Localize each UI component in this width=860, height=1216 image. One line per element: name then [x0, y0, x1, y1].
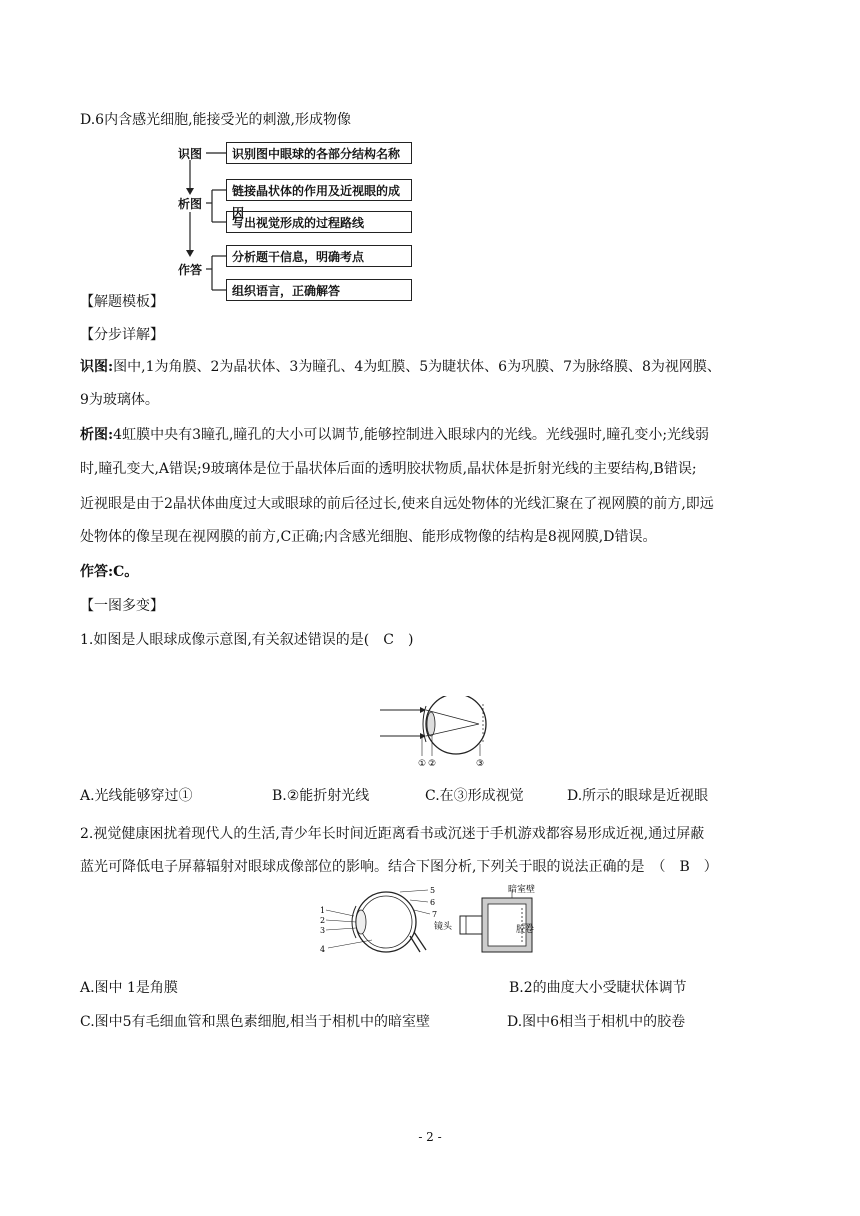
template-heading: 【解题模板】	[80, 294, 164, 310]
eye-num-5: 5	[430, 886, 436, 895]
eye-num-1: 1	[320, 906, 326, 915]
option-d-line: D.6内含感光细胞,能接受光的刺激,形成物像	[80, 112, 351, 128]
q2-option-d: D.图中6相当于相机中的胶卷	[507, 1014, 686, 1030]
solution-flowchart	[160, 138, 420, 308]
question-2-line-1: 2.视觉健康困扰着现代人的生活,青少年长时间近距离看书或沉迷于手机游戏都容易形成近视,通过屏蔽	[80, 826, 705, 842]
shitu-label: 识图:	[80, 359, 114, 375]
answer-line: 作答:C。	[80, 564, 139, 580]
q2-option-c: C.图中5有毛细血管和黑色素细胞,相当于相机中的暗室壁	[80, 1014, 431, 1030]
q2-option-b: B.2的曲度大小受睫状体调节	[509, 980, 687, 996]
flow-label-identify: 识图	[178, 147, 203, 161]
flow-box-2: 链接晶状体的作用及近视眼的成因	[226, 179, 412, 201]
q1-option-b: B.②能折射光线	[272, 788, 370, 804]
question-2-line-2: 蓝光可降低电子屏幕辐射对眼球成像部位的影响。结合下图分析,下列关于眼的说法正确的是 （ B ）	[80, 859, 718, 875]
xitu-line-1	[80, 425, 709, 445]
xitu-line-3: 近视眼是由于2晶状体曲度过大或眼球的前后径过长,使来自远处物体的光线汇聚在了视网膜的前方,即远	[80, 496, 714, 512]
xitu-label: 析图:	[80, 427, 114, 443]
camera-film-label: 胶卷	[516, 925, 535, 935]
figure-mark-1: ①	[418, 759, 427, 768]
flow-label-answer: 作答	[178, 263, 203, 277]
shitu-text: 图中,1为角膜、2为晶状体、3为瞳孔、4为虹膜、5为睫状体、6为巩膜、7为脉络膜、8为视网膜、	[113, 359, 721, 375]
shitu-line-2: 9为玻璃体。	[80, 392, 159, 408]
question-1: 1.如图是人眼球成像示意图,有关叙述错误的是( C )	[80, 632, 414, 648]
eye-num-2: 2	[320, 916, 326, 925]
variants-heading: 【一图多变】	[80, 598, 164, 614]
eye-num-3: 3	[320, 926, 326, 935]
q1-option-a: A.光线能够穿过①	[80, 788, 193, 804]
camera-wall-label: 暗室壁	[508, 885, 536, 895]
figure-mark-2: ②	[428, 759, 437, 768]
q2-option-a: A.图中 1是角膜	[80, 980, 178, 996]
eye-num-4: 4	[320, 945, 326, 954]
xitu-line-2: 时,瞳孔变大,A错误;9玻璃体是位于晶状体后面的透明胶状物质,晶状体是折射光线的主要结构,B错误;	[80, 461, 697, 477]
steps-heading: 【分步详解】	[80, 327, 164, 343]
eye-imaging-figure	[378, 696, 498, 768]
q1-option-c: C.在③形成视觉	[425, 788, 524, 804]
q1-option-d: D.所示的眼球是近视眼	[567, 788, 709, 804]
camera-lens-label: 镜头	[434, 922, 453, 932]
xitu-text: 4虹膜中央有3瞳孔,瞳孔的大小可以调节,能够控制进入眼球内的光线。光线强时,瞳孔变小;光线弱	[113, 427, 710, 443]
flow-box-3: 写出视觉形成的过程路线	[226, 211, 412, 233]
xitu-line-4: 处物体的像呈现在视网膜的前方,C正确;内含感光细胞、能形成物像的结构是8视网膜,D错误。	[80, 529, 657, 545]
figure-mark-3: ③	[476, 759, 485, 768]
flow-box-5: 组织语言，正确解答	[226, 279, 412, 301]
eye-num-6: 6	[430, 898, 436, 907]
eye-num-7: 7	[432, 910, 438, 919]
shitu-line-1	[80, 357, 721, 377]
eye-camera-figure	[316, 884, 552, 964]
flow-box-4: 分析题干信息，明确考点	[226, 245, 412, 267]
flow-box-1: 识别图中眼球的各部分结构名称	[226, 142, 412, 164]
page-number: - 2 -	[418, 1130, 442, 1144]
flow-label-analyze: 析图	[178, 197, 203, 211]
